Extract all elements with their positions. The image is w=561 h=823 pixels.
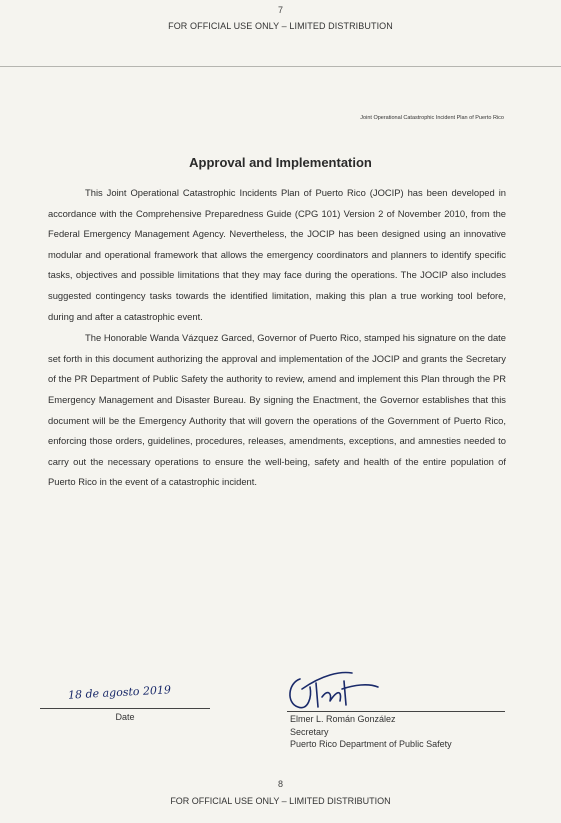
signer-role: Secretary bbox=[290, 726, 329, 737]
page-title: Approval and Implementation bbox=[189, 155, 372, 170]
signer-signature-line bbox=[287, 711, 505, 712]
body-text bbox=[48, 183, 506, 493]
page-divider bbox=[0, 66, 561, 67]
handwritten-date: 18 de agosto 2019 bbox=[67, 683, 172, 702]
signature-image bbox=[282, 667, 382, 715]
top-page-number: 7 bbox=[277, 5, 283, 15]
top-distribution-marking: FOR OFFICIAL USE ONLY – LIMITED DISTRIBUTION bbox=[168, 21, 393, 31]
running-header: Joint Operational Catastrophic Incident Plan of Puerto Rico bbox=[360, 115, 504, 121]
date-label: Date bbox=[115, 712, 135, 722]
bottom-page-number: 8 bbox=[277, 779, 283, 789]
signer-block bbox=[290, 713, 452, 751]
signer-department: Puerto Rico Department of Public Safety bbox=[290, 739, 452, 749]
paragraph: The Honorable Wanda Vázquez Garced, Governor of Puerto Rico, stamped his signature on the date set forth in this document authorizing the approval and implementation of the JOCIP and grants the Secretary of the PR Department of Public Safety the authority to review, amend and implement this Plan through the PR Emergency Management and Disaster Bureau. By signing the Enactment, the Governor establishes that this document will be the Emergency Authority that will govern the operations of the Government of Puerto Rico, enforcing those orders, guidelines, procedures, releases, amendments, exceptions, and amnesties needed to carry out the necessary operations to ensure the well-being, safety and health of the entire population of Puerto Rico in the event of a catastrophic incident. bbox=[48, 332, 506, 488]
paragraph: This Joint Operational Catastrophic Incidents Plan of Puerto Rico (JOCIP) has been developed in accordance with the Comprehensive Preparedness Guide (CPG 101) Version 2 of November 2010, from the Federal Emergency Management Agency. Nevertheless, the JOCIP has been designed using an innovative modular and operational framework that allows the emergency coordinators and planners to identify specific tasks, objectives and possible limitations that they may face during the operations. The JOCIP also includes suggested contingency tasks towards the identified limitation, making this plan a true working tool before, during and after a catastrophic event. bbox=[48, 187, 506, 322]
date-signature-line bbox=[40, 708, 210, 709]
signer-name: Elmer L. Román González bbox=[290, 714, 396, 724]
bottom-distribution-marking: FOR OFFICIAL USE ONLY – LIMITED DISTRIBUTION bbox=[170, 796, 391, 806]
